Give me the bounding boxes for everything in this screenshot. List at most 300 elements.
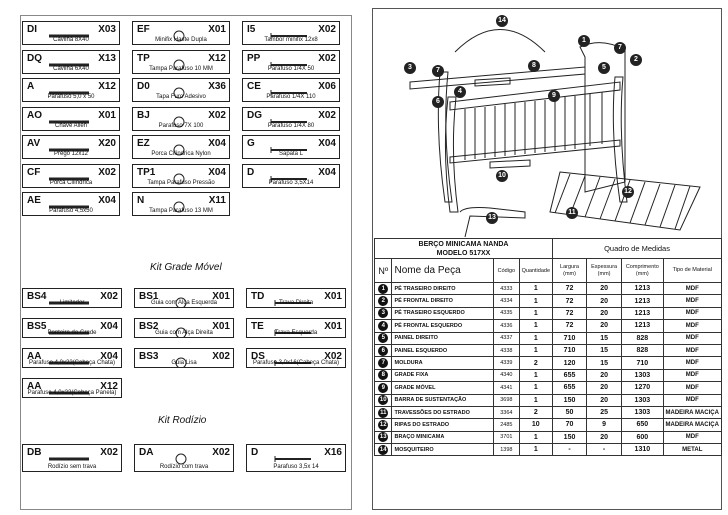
row-w: 655 — [553, 369, 587, 381]
row-l: 1213 — [622, 320, 663, 332]
part-code: D — [251, 447, 259, 458]
row-code: 4339 — [494, 357, 519, 369]
row-w: 655 — [553, 382, 587, 394]
row-code: 4333 — [494, 283, 519, 295]
callout-12: 12 — [622, 186, 634, 198]
row-m: MDF — [663, 431, 722, 443]
part-name: Guia Lisa — [171, 360, 197, 366]
part-code: EF — [137, 24, 150, 35]
callout-5: 5 — [598, 62, 610, 74]
part-box — [246, 348, 346, 368]
row-code: 3701 — [494, 431, 519, 443]
row-w: 72 — [553, 320, 587, 332]
part-name: Guia com Alça Direita — [155, 330, 213, 336]
part-qty: X04 — [100, 321, 118, 332]
part-name: Limitador — [59, 300, 85, 306]
callout-1: 1 — [578, 35, 590, 47]
callout-7b: 7 — [614, 42, 626, 54]
col-thick: Espessura (mm) — [587, 259, 622, 283]
row-name: PAINEL ESQUERDO — [392, 344, 494, 356]
table-row — [375, 382, 722, 394]
part-code: AO — [27, 109, 42, 121]
row-num-badge: 14 — [379, 446, 387, 453]
row-num-badge: 13 — [379, 434, 387, 441]
part-name: Porca Cilíndrica — [49, 179, 93, 186]
row-num — [375, 369, 392, 381]
part-code: EZ — [137, 138, 150, 149]
part-qty: X12 — [98, 81, 116, 92]
callout-13: 13 — [486, 212, 498, 224]
part-qty: X13 — [98, 52, 116, 64]
row-t: 9 — [587, 419, 622, 431]
part-box — [242, 78, 340, 102]
row-l: 1213 — [622, 283, 663, 295]
part-code: BS5 — [27, 321, 47, 332]
row-t: 20 — [587, 307, 622, 319]
part-box — [242, 135, 340, 159]
row-qty: 1 — [519, 295, 552, 307]
part-name: Trava Direita — [278, 300, 314, 306]
col-length: Comprimento (mm) — [622, 259, 663, 283]
part-name: Ponteira da Grade — [47, 330, 97, 336]
row-m: MDF — [663, 320, 722, 332]
part-box — [132, 164, 230, 188]
measures-title: Quadro de Medidas — [553, 239, 722, 259]
part-qty: X16 — [324, 447, 342, 458]
row-qty: 1 — [519, 369, 552, 381]
row-code: 4337 — [494, 332, 519, 344]
kit-rodizio-title: Kit Rodízio — [158, 415, 207, 426]
part-box — [246, 444, 346, 472]
part-code: TP — [137, 52, 150, 64]
part-box — [22, 21, 120, 45]
callout-10: 10 — [496, 170, 508, 182]
part-box — [134, 288, 234, 308]
callout-7: 7 — [432, 65, 444, 77]
part-qty: X02 — [100, 291, 118, 302]
part-qty: X04 — [208, 166, 226, 178]
row-qty: 1 — [519, 320, 552, 332]
row-code: 2485 — [494, 419, 519, 431]
part-code: DI — [27, 24, 37, 35]
part-box — [242, 50, 340, 74]
row-num — [375, 332, 392, 344]
part-box — [242, 107, 340, 131]
part-name: Parafuso 4,5x50 — [49, 208, 93, 214]
part-name: Tampa Parafuso 10 MM — [149, 65, 213, 72]
row-t: 20 — [587, 394, 622, 406]
row-qty: 2 — [519, 357, 552, 369]
row-num — [375, 344, 392, 356]
row-l: 1310 — [622, 444, 663, 456]
part-box — [134, 444, 234, 472]
row-qty: 1 — [519, 307, 552, 319]
table-row — [375, 394, 722, 406]
row-t: 20 — [587, 369, 622, 381]
row-l: 1213 — [622, 307, 663, 319]
row-w: 710 — [553, 332, 587, 344]
row-m: MDF — [663, 369, 722, 381]
col-width: Largura (mm) — [553, 259, 587, 283]
row-m: MDF — [663, 283, 722, 295]
part-qty: X02 — [212, 447, 230, 458]
row-m: MDF — [663, 357, 722, 369]
row-w: 150 — [553, 394, 587, 406]
row-name: GRADE FIXA — [392, 369, 494, 381]
part-box — [22, 348, 122, 368]
part-box — [22, 50, 120, 74]
row-w: 50 — [553, 406, 587, 418]
part-box — [22, 288, 122, 308]
part-box — [242, 164, 340, 188]
part-qty: X01 — [324, 291, 342, 302]
part-code: TD — [251, 291, 265, 302]
callout-4: 4 — [454, 86, 466, 98]
part-code: AA — [27, 351, 42, 362]
part-code: PP — [247, 52, 261, 64]
part-name: Cavilha 8X40 — [53, 37, 89, 43]
part-name: Parafuso 5,0 x 50 — [47, 94, 95, 100]
row-m: MDF — [663, 394, 722, 406]
part-qty: X04 — [318, 138, 336, 149]
part-qty: X02 — [98, 166, 116, 178]
part-qty: X04 — [318, 166, 336, 178]
part-name: Parafuso 1/4X 50 — [267, 65, 315, 72]
table-row — [375, 419, 722, 431]
part-code: BS1 — [139, 291, 159, 302]
callout-3: 3 — [404, 62, 416, 74]
col-num: Nº — [375, 259, 392, 283]
row-code: 4336 — [494, 320, 519, 332]
row-num — [375, 406, 392, 418]
row-num-badge: 12 — [379, 421, 387, 428]
row-num — [375, 357, 392, 369]
row-qty: 1 — [519, 283, 552, 295]
row-w: 120 — [553, 357, 587, 369]
row-t: 15 — [587, 332, 622, 344]
part-code: A — [27, 81, 35, 92]
part-qty: X36 — [208, 81, 226, 92]
row-code: 4341 — [494, 382, 519, 394]
row-name: RIPAS DO ESTRADO — [392, 419, 494, 431]
table-row — [375, 369, 722, 381]
row-t: 15 — [587, 344, 622, 356]
part-box — [132, 78, 230, 102]
table-row — [375, 431, 722, 443]
row-m: MDF — [663, 307, 722, 319]
part-code: AE — [27, 195, 41, 206]
row-l: 1213 — [622, 295, 663, 307]
row-m: METAL — [663, 444, 722, 456]
row-t: 25 — [587, 406, 622, 418]
row-num-badge: 7 — [378, 358, 388, 368]
part-box — [132, 192, 230, 216]
row-num-badge: 6 — [378, 346, 388, 356]
part-qty: X01 — [324, 321, 342, 332]
row-name: BRAÇO MINICAMA — [392, 431, 494, 443]
part-code: D0 — [137, 81, 150, 92]
part-box — [22, 78, 120, 102]
row-num — [375, 419, 392, 431]
part-box — [22, 164, 120, 188]
row-w: 72 — [553, 307, 587, 319]
row-name: MOSQUITEIRO — [392, 444, 494, 456]
part-box — [22, 107, 120, 131]
row-l: 1303 — [622, 394, 663, 406]
row-w: 150 — [553, 431, 587, 443]
row-t: 20 — [587, 431, 622, 443]
col-material: Tipo de Material — [663, 259, 722, 283]
table-row — [375, 307, 722, 319]
table-row — [375, 406, 722, 418]
row-code: 4334 — [494, 295, 519, 307]
row-num-badge: 8 — [378, 370, 388, 380]
part-name: Sapata L — [278, 151, 304, 157]
part-qty: X03 — [98, 24, 116, 35]
part-code: BS4 — [27, 291, 47, 302]
part-qty: X02 — [318, 109, 336, 121]
part-name: Parafuso 4,0x22(Cabeça Chata) — [28, 360, 116, 366]
row-num-badge: 5 — [378, 333, 388, 343]
row-w: 710 — [553, 344, 587, 356]
part-qty: X02 — [318, 52, 336, 64]
row-qty: 1 — [519, 332, 552, 344]
row-qty: 2 — [519, 406, 552, 418]
row-name: PÉ TRASEIRO ESQUERDO — [392, 307, 494, 319]
table-row — [375, 344, 722, 356]
part-qty: X11 — [208, 195, 226, 206]
row-qty: 1 — [519, 394, 552, 406]
part-name: Guia com Alça Esquerda — [150, 300, 218, 306]
row-w: 70 — [553, 419, 587, 431]
part-code: AA — [27, 381, 42, 392]
part-qty: X01 — [98, 109, 116, 121]
row-num-badge: 11 — [380, 409, 387, 416]
row-code: 3364 — [494, 406, 519, 418]
row-num-badge: 9 — [378, 383, 388, 393]
row-t: 15 — [587, 357, 622, 369]
row-num-badge: 3 — [378, 308, 388, 318]
part-qty: X12 — [208, 52, 226, 64]
part-box — [22, 444, 122, 472]
part-name: Parafuso 4,0x22(Cabeça Panela) — [27, 390, 117, 396]
part-qty: X02 — [212, 351, 230, 362]
part-box — [246, 318, 346, 338]
row-qty: 1 — [519, 344, 552, 356]
callout-14: 14 — [496, 15, 508, 27]
part-qty: X04 — [98, 195, 116, 206]
col-code: Código — [494, 259, 519, 283]
part-box — [132, 107, 230, 131]
part-box — [22, 318, 122, 338]
row-num — [375, 295, 392, 307]
part-box — [132, 50, 230, 74]
row-m: MDF — [663, 332, 722, 344]
callout-11: 11 — [566, 207, 578, 219]
part-name: Chave Allen — [54, 122, 88, 129]
row-code: 1398 — [494, 444, 519, 456]
part-code: AV — [27, 138, 41, 149]
row-name: TRAVESSÕES DO ESTRADO — [392, 406, 494, 418]
table-row — [375, 295, 722, 307]
part-box — [22, 135, 120, 159]
row-name: BARRA DE SUSTENTAÇÃO — [392, 394, 494, 406]
part-qty: X04 — [100, 351, 118, 362]
part-code: N — [137, 195, 145, 206]
part-qty: X06 — [318, 81, 336, 92]
part-code: D — [247, 166, 255, 178]
row-m: MDF — [663, 295, 722, 307]
row-t: 20 — [587, 382, 622, 394]
row-num — [375, 320, 392, 332]
row-num-badge: 10 — [379, 397, 387, 404]
row-num — [375, 283, 392, 295]
part-name: Trava Esquerda — [274, 330, 318, 336]
row-l: 600 — [622, 431, 663, 443]
row-w: - — [553, 444, 587, 456]
part-box — [22, 378, 122, 398]
part-qty: X01 — [212, 291, 230, 302]
row-m: MDF — [663, 344, 722, 356]
part-name: Cavilha 6X40 — [53, 65, 89, 72]
row-l: 1303 — [622, 406, 663, 418]
row-name: PÉ FRONTAL DIREITO — [392, 295, 494, 307]
part-code: DQ — [27, 52, 42, 64]
row-name: PAINEL DIREITO — [392, 332, 494, 344]
part-name: Tampa Parafuso 13 MM — [149, 208, 213, 214]
row-m: MDF — [663, 382, 722, 394]
part-code: BS2 — [139, 321, 159, 332]
mosquito-net-arc — [455, 30, 545, 53]
support-bar — [490, 160, 530, 168]
row-name: MOLDURA — [392, 357, 494, 369]
part-box — [22, 192, 120, 216]
callout-8: 8 — [528, 60, 540, 72]
part-box — [132, 21, 230, 45]
row-l: 1303 — [622, 369, 663, 381]
callout-9: 9 — [548, 90, 560, 102]
row-m: MADEIRA MACIÇA — [663, 406, 722, 418]
row-num-badge: 1 — [378, 284, 388, 294]
part-name: Parafuso 1/4X 80 — [267, 122, 315, 129]
row-name: PÉ FRONTAL ESQUERDO — [392, 320, 494, 332]
part-code: TP1 — [137, 166, 156, 178]
part-qty: X02 — [324, 351, 342, 362]
part-code: BS3 — [139, 351, 159, 362]
part-qty: X12 — [100, 381, 118, 392]
row-num-badge: 4 — [378, 321, 388, 331]
row-code: 4340 — [494, 369, 519, 381]
row-code: 4338 — [494, 344, 519, 356]
row-l: 710 — [622, 357, 663, 369]
row-qty: 1 — [519, 431, 552, 443]
part-code: TE — [251, 321, 264, 332]
part-box — [242, 21, 340, 45]
row-l: 828 — [622, 332, 663, 344]
part-name: Rodízio sem trava — [47, 464, 97, 470]
table-title: BERÇO MINICAMA NANDA MODELO 517XX — [375, 239, 553, 259]
col-qty: Quantidade — [519, 259, 552, 283]
row-qty: 10 — [519, 419, 552, 431]
row-num — [375, 382, 392, 394]
row-w: 72 — [553, 283, 587, 295]
row-num-badge: 2 — [378, 296, 388, 306]
bed-base-slats — [460, 172, 700, 237]
part-name: Tambor minifix 12x8 — [264, 37, 318, 43]
part-code: DG — [247, 109, 262, 121]
callout-2: 2 — [630, 54, 642, 66]
part-qty: X04 — [208, 138, 226, 149]
part-box — [246, 288, 346, 308]
part-name: Parafuso 3,0x16(Cabeça Chata) — [252, 360, 340, 366]
row-l: 828 — [622, 344, 663, 356]
table-row — [375, 332, 722, 344]
row-m: MADEIRA MACIÇA — [663, 419, 722, 431]
row-w: 72 — [553, 295, 587, 307]
row-num — [375, 307, 392, 319]
part-code: CE — [247, 81, 261, 92]
part-qty: X02 — [208, 109, 226, 121]
row-num — [375, 431, 392, 443]
part-qty: X02 — [100, 447, 118, 458]
row-code: 4335 — [494, 307, 519, 319]
part-name: Tampa Parafuso Pressão — [147, 179, 215, 186]
row-name: GRADE MÓVEL — [392, 382, 494, 394]
part-name: Parafuso 3,5x 14 — [273, 464, 319, 470]
row-t: 20 — [587, 295, 622, 307]
row-l: 1270 — [622, 382, 663, 394]
part-code: CF — [27, 166, 41, 178]
table-row — [375, 444, 722, 456]
parts-table — [374, 238, 722, 456]
part-code: DA — [139, 447, 154, 458]
part-name: Prego 12x12 — [53, 151, 89, 157]
table-row — [375, 357, 722, 369]
part-qty: X20 — [98, 138, 116, 149]
col-name: Nome da Peça — [392, 259, 494, 283]
part-qty: X02 — [318, 24, 336, 35]
table-row — [375, 283, 722, 295]
part-name: Rodízio com trava — [159, 464, 209, 470]
part-qty: X01 — [212, 321, 230, 332]
row-t: 20 — [587, 320, 622, 332]
row-num — [375, 444, 392, 456]
part-code: DB — [27, 447, 42, 458]
row-qty: 1 — [519, 444, 552, 456]
row-code: 3698 — [494, 394, 519, 406]
crib-exploded-drawing — [380, 12, 716, 237]
part-box — [134, 348, 234, 368]
part-name: Parafuso 3,5X14 — [268, 179, 314, 186]
kit-grade-title: Kit Grade Móvel — [150, 262, 222, 273]
row-t: 20 — [587, 283, 622, 295]
row-name: PÉ TRASEIRO DIREITO — [392, 283, 494, 295]
part-box — [132, 135, 230, 159]
part-name: Minifix Haste Dupla — [155, 37, 207, 43]
part-code: DS — [251, 351, 265, 362]
row-l: 650 — [622, 419, 663, 431]
table-row — [375, 320, 722, 332]
part-name: Parafuso 1/4X 110 — [266, 94, 316, 100]
part-name: Parafuso 7X 100 — [158, 122, 204, 129]
row-qty: 1 — [519, 382, 552, 394]
part-qty: X01 — [208, 24, 226, 35]
part-code: I5 — [247, 24, 256, 35]
part-code: G — [247, 138, 255, 149]
callout-6: 6 — [432, 96, 444, 108]
row-num — [375, 394, 392, 406]
part-name: Tapa Furo Adesivo — [156, 94, 206, 100]
